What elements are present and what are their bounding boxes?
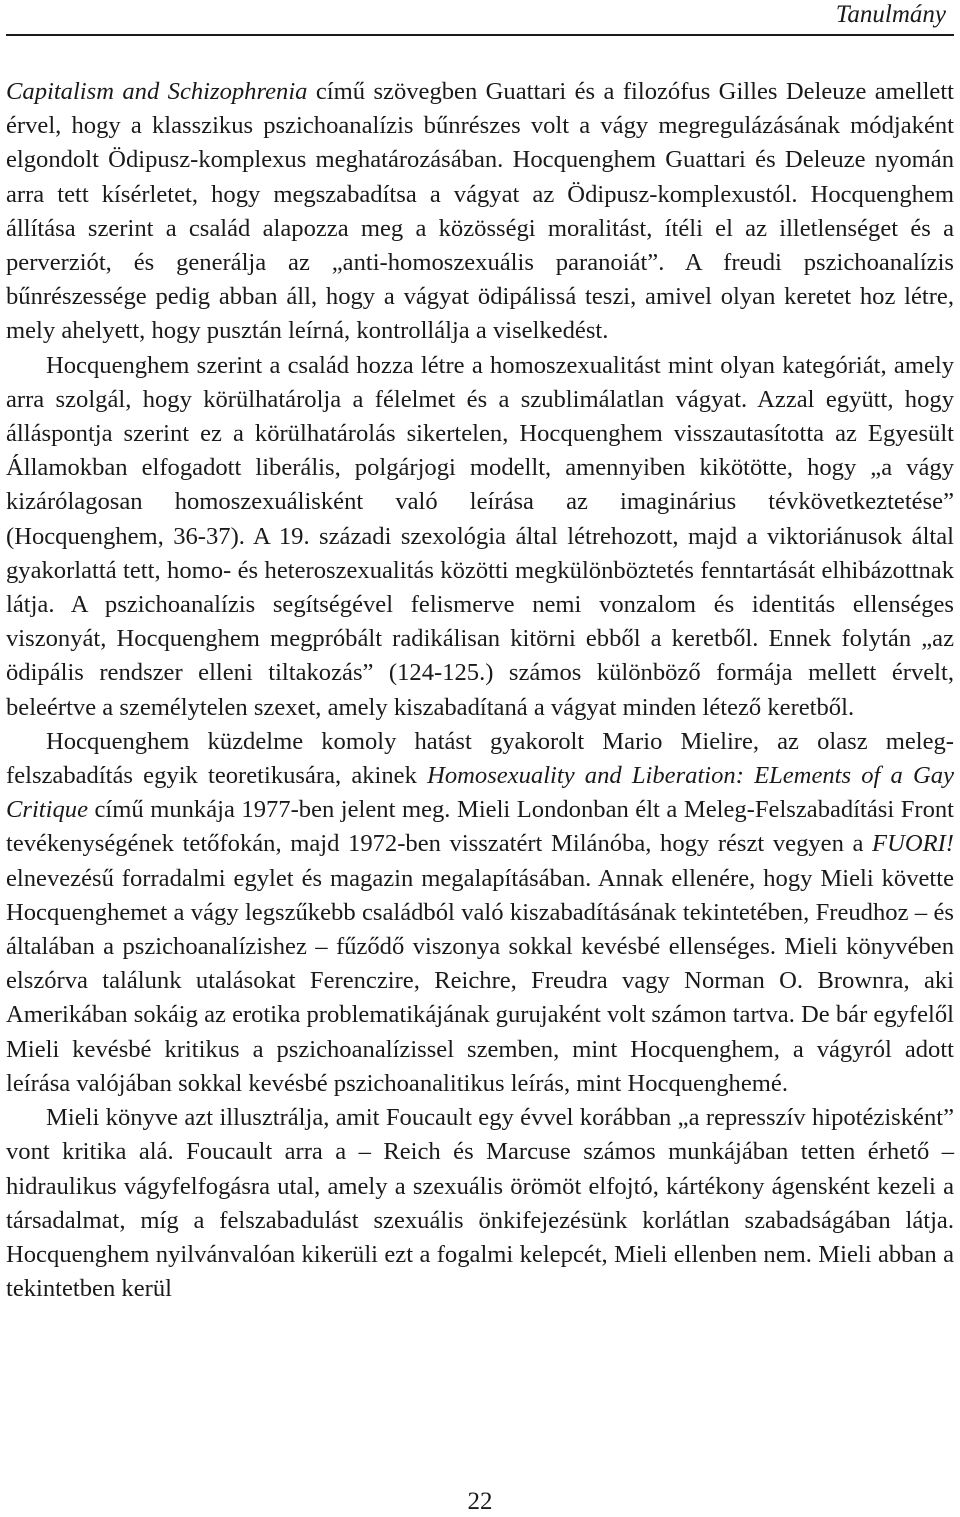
running-header	[6, 0, 954, 36]
text-run: című munkája 1977-ben jelent meg. Mieli Londonban élt a Meleg-Felszabadítási Front tevékenységének tetőfokán, majd 1972-ben visszatért Milánóba, hogy részt vegyen a	[6, 796, 954, 858]
italic-title-run: Homosexuality and Liberation: ELements of a Gay Critique	[6, 762, 954, 824]
section-title: Tanulmány	[835, 1, 946, 28]
text-run: című szövegben Guattari és a filozófus Gilles Deleuze amellett érvel, hogy a klasszikus pszichoanalízis bűnrészes volt a vágy megregulázásának módjaként elgondolt Ödipusz-komplexus meghatározásában. Hocquenghem Guattari és Deleuze nyomán arra tett kísérletet, hogy megszabadítsa a vágyat az Ödipusz-komplexustól. Hocquenghem állítása szerint a család alapozza meg a közösségi moralitást, ítéli el az illetlenséget és a perverziót, és generálja az „anti-homoszexuális paranoiát”. A freudi pszichoanalízis bűnrészessége pedig abban áll, hogy a vágyat ödipálissá teszi, amivel olyan keretet hoz létre, mely ahelyett, hogy pusztán leírná, kontrollálja a viselkedést.	[6, 78, 954, 345]
article-body	[6, 75, 954, 1306]
text-run: Hocquenghem szerint a család hozza létre a homoszexualitást mint olyan kategóriát, amely arra szolgál, hogy körülhatárolja a félelmet és a szublimálatlan vágyat. Azzal együtt, hogy álláspontja szerint ez a körülhatárolás sikertelen, Hocquenghem visszautasította az Egyesült Államokban elfogadott liberális, polgárjogi modellt, amennyiben kikötötte, hogy „a vágy kizárólagosan homoszexuálisként való leírása az imaginárius tévkövetkeztetése” (Hocquenghem, 36-37). A 19. századi szexológia által létrehozott, majd a viktoriánusok által gyakorlattá tett, homo- és heteroszexualitás közötti megkülönböztetés fenntartását elhibázottnak látja. A pszichoanalízis segítségével felismerve nemi vonzalom és identitás ellenséges viszonyát, Hocquenghem megpróbált radikálisan kitörni ebből a keretből. Ennek folytán „az ödipális rendszer elleni tiltakozás” (124-125.) számos különböző formája mellett érvelt, beleértve a személytelen szexet, amely kiszabadítaná a vágyat minden létező keretből.	[6, 351, 954, 721]
italic-title-run: Capitalism and Schizophrenia	[6, 78, 308, 105]
paragraph	[6, 725, 954, 1101]
text-run: Mieli könyve azt illusztrálja, amit Foucault egy évvel korábban „a represszív hipotézisként” vont kritika alá. Foucault arra a – Reich és Marcuse számos munkájában tetten érhető – hidraulikus vágyfelfogásra utal, amely a szexuális örömöt elfojtó, kártékony ágensként kezeli a társadalmat, míg a felszabadulást szexuális önkifejezésünk korlátlan szabadságában látja. Hocquenghem nyilvánvalóan kikerüli ezt a fogalmi kelepcét, Mieli ellenben nem. Mieli abban a tekintetben kerül	[6, 1104, 954, 1303]
text-run: Hocquenghem küzdelme komoly hatást gyakorolt Mario Mielire, az olasz meleg-felszabadítás egyik teoretikusára, akinek	[6, 727, 954, 790]
paragraph	[6, 75, 954, 349]
paragraph	[6, 349, 954, 725]
text-run: elnevezésű forradalmi egylet és magazin megalapításában. Annak ellenére, hogy Mieli követte Hocquenghemet a vágy legszűkebb családból való kiszabadításának tekintetében, Freudhoz – és általában a pszichoanalízishez – fűződő viszonya sokkal kevésbé ellenséges. Mieli könyvében elszórva találunk utalásokat Ferenczire, Reichre, Freudra vagy Norman O. Brownra, aki Amerikában sokáig az erotika problematikájának gurujaként volt számon tartva. De bár egyfelől Mieli kevésbé kritikus a pszichoanalízissel szemben, mint Hocquenghem, a vágyról adott leírása valójában sokkal kevésbé pszichoanalitikus leírás, mint Hocquenghemé.	[6, 864, 954, 1097]
paragraph	[6, 1101, 954, 1306]
italic-title-run: FUORI!	[872, 830, 954, 858]
page-number: 22	[467, 1488, 493, 1515]
